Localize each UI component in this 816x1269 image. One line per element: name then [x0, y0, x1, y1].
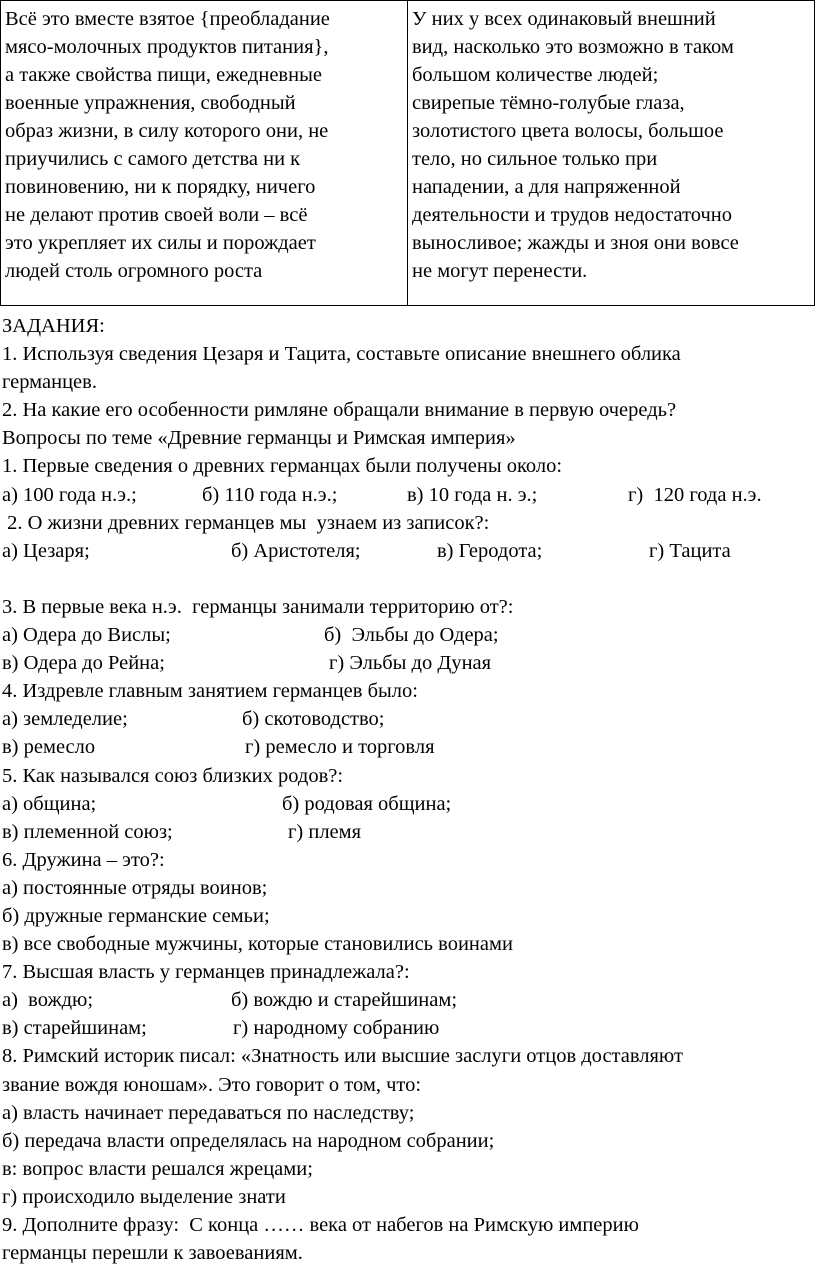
- answer-option: г) племя: [288, 820, 362, 843]
- question-5-options-row-2: [2, 818, 814, 846]
- task-1-line-1: 1. Используя сведения Цезаря и Тацита, составьте описание внешнего облика: [2, 343, 681, 366]
- answer-option: г) Эльбы до Дуная: [329, 652, 492, 675]
- answer-option: в) Одера до Рейна;: [2, 652, 165, 675]
- question-2-options: [2, 537, 814, 565]
- answer-option: а) вождю;: [2, 989, 94, 1012]
- answer-option: а) 100 года н.э.;: [2, 483, 137, 506]
- question-4: 4. Издревле главным занятием германцев было:: [2, 680, 418, 703]
- answer-option: г) 120 года н.э.: [628, 483, 762, 506]
- question-1: 1. Первые сведения о древних германцах были получены около:: [2, 455, 563, 478]
- question-5: 5. Как назывался союз близких родов?:: [2, 764, 344, 787]
- answer-option: б) Аристотеля;: [231, 539, 361, 562]
- answer-option: а) Одера до Вислы;: [2, 624, 171, 647]
- text-line: свирепые тёмно-голубые глаза,: [412, 92, 685, 114]
- task-1-line-2: германцев.: [2, 371, 97, 394]
- text-line: людей столь огромного роста: [5, 260, 263, 282]
- question-3: 3. В первые века н.э. германцы занимали территорию от?:: [2, 595, 514, 618]
- task-2: 2. На какие его особенности римляне обращали внимание в первую очередь?: [2, 399, 677, 422]
- answer-option: б) Эльбы до Одера;: [324, 624, 499, 647]
- answer-option: б) вождю и старейшинам;: [231, 989, 458, 1012]
- document-body: [2, 312, 814, 1267]
- quote-right-cell: [408, 1, 815, 306]
- text-line: золотистого цвета волосы, большое: [412, 120, 724, 142]
- answer-option: б) 110 года н.э.;: [202, 483, 338, 506]
- answer-option: а) земледелие;: [2, 708, 128, 731]
- text-line: не делают против своей воли – всё: [5, 204, 308, 226]
- text-line: большом количестве людей;: [412, 64, 659, 86]
- answer-option: б) родовая община;: [282, 792, 452, 815]
- question-9-line-1: 9. Дополните фразу: С конца …… века от набегов на Римскую империю: [2, 1214, 639, 1236]
- question-8-line-1: 8. Римский историк писал: «Знатность или высшие заслуги отцов доставляют: [2, 1045, 683, 1068]
- answer-option: в) старейшинам;: [2, 1017, 147, 1040]
- quiz-title: Вопросы по теме «Древние германцы и Римская империя»: [2, 427, 516, 450]
- answer-option: в) Геродота;: [437, 539, 543, 562]
- answer-option: в: вопрос власти решался жрецами;: [2, 1157, 313, 1180]
- answer-option: в) ремесло: [2, 736, 96, 759]
- text-line: вид, насколько это возможно в таком: [412, 36, 734, 58]
- text-line: образ жизни, в силу которого они, не: [5, 120, 329, 142]
- quote-table: [0, 0, 815, 306]
- text-line: мясо-молочных продуктов питания},: [5, 36, 329, 58]
- question-5-options-row-1: [2, 790, 814, 818]
- answer-option: г) происходило выделение знати: [2, 1185, 286, 1208]
- text-line: выносливое; жажды и зноя они вовсе: [412, 232, 739, 254]
- text-line: деятельности и трудов недостаточно: [412, 204, 733, 226]
- answer-option: в) племенной союз;: [2, 820, 173, 843]
- text-line: тело, но сильное только при: [412, 148, 658, 170]
- question-3-options-row-2: [2, 649, 814, 677]
- answer-option: б) дружные германские семьи;: [2, 904, 270, 927]
- answer-option: в) все свободные мужчины, которые становились воинами: [2, 933, 513, 956]
- answer-option: г) народному собранию: [233, 1017, 440, 1040]
- question-4-options-row-2: [2, 733, 814, 761]
- question-3-options-row-1: [2, 621, 814, 649]
- question-7: 7. Высшая власть у германцев принадлежала?:: [2, 961, 410, 984]
- text-line: военные упражнения, свободный: [5, 92, 296, 114]
- text-line: нападении, а для напряженной: [412, 176, 681, 198]
- answer-option: б) скотоводство;: [242, 708, 385, 731]
- answer-option: б) передача власти определялась на народном собрании;: [2, 1129, 495, 1152]
- question-9-line-2: германцы перешли к завоеваниям.: [2, 1242, 303, 1265]
- text-line: Всё это вместе взятое {преобладание: [5, 8, 330, 30]
- table-row: [1, 1, 815, 306]
- question-4-options-row-1: [2, 705, 814, 733]
- answer-option: а) община;: [2, 792, 97, 815]
- question-1-options: [2, 481, 814, 509]
- text-line: У них у всех одинаковый внешний: [412, 8, 716, 30]
- text-line: не могут перенести.: [412, 260, 588, 282]
- blank-line: [2, 565, 814, 593]
- answer-option: а) постоянные отряды воинов;: [2, 876, 268, 899]
- tasks-heading: ЗАДАНИЯ:: [2, 315, 105, 337]
- question-2: 2. О жизни древних германцев мы узнаем из записок?:: [2, 511, 490, 534]
- answer-option: г) ремесло и торговля: [245, 736, 435, 759]
- answer-option: а) власть начинает передаваться по наследству;: [2, 1101, 415, 1124]
- answer-option: в) 10 года н. э.;: [407, 483, 538, 506]
- question-6: 6. Дружина – это?:: [2, 848, 165, 871]
- quote-left-cell: [1, 1, 408, 306]
- answer-option: г) Тацита: [649, 539, 731, 562]
- question-7-options-row-1: [2, 986, 814, 1014]
- text-line: а также свойства пищи, ежедневные: [5, 64, 322, 86]
- question-7-options-row-2: [2, 1014, 814, 1042]
- text-line: приучились с самого детства ни к: [5, 148, 301, 170]
- text-line: повиновению, ни к порядку, ничего: [5, 176, 316, 198]
- question-8-line-2: звание вождя юношам». Это говорит о том, что:: [2, 1073, 422, 1096]
- answer-option: а) Цезаря;: [2, 539, 90, 562]
- text-line: это укрепляет их силы и порождает: [5, 232, 316, 254]
